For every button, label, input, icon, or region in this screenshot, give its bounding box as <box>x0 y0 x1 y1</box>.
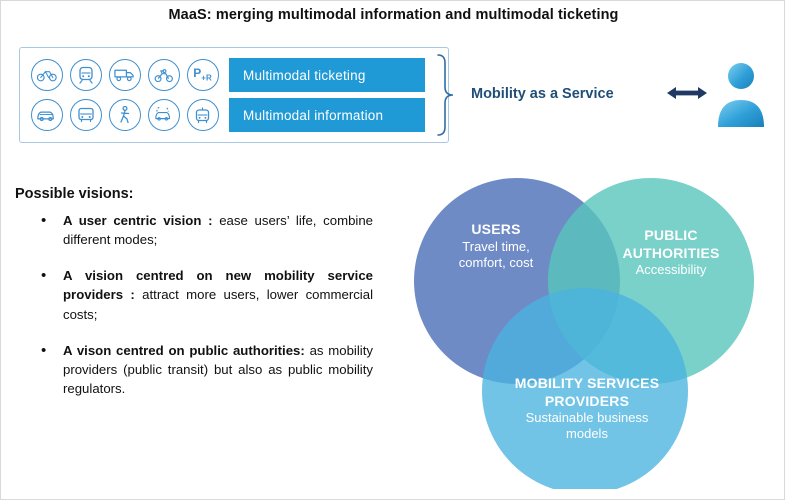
venn-subtitle-public-authorities: Accessibility <box>635 262 707 277</box>
vision-rest-text: ease users’ life, combine different modes; <box>63 213 374 248</box>
multimodal-ticketing-box: Multimodal ticketing <box>229 58 425 92</box>
vision-bold-lead: A vison centred on public authorities: <box>63 342 305 358</box>
carsharing-icon <box>148 99 180 131</box>
park-and-ride-icon <box>187 59 219 91</box>
venn-title-public-authorities: PUBLIC AUTHORITIES <box>622 227 720 261</box>
possible-visions-heading: Possible visions: <box>15 186 134 202</box>
page-title: MaaS: merging multimodal information and multimodal ticketing <box>168 7 619 23</box>
transport-mode-icon-grid <box>27 55 223 135</box>
list-item <box>37 266 373 323</box>
bicycle-icon <box>31 59 63 91</box>
vision-rest-text: attract more users, lower commercial costs; <box>63 287 373 322</box>
list-item <box>37 341 373 398</box>
bus-icon <box>70 99 102 131</box>
curly-brace-icon <box>437 54 455 136</box>
venn-subtitle-mobility-services-providers: Sustainable business models <box>525 410 649 442</box>
list-item <box>37 211 373 249</box>
vision-bold-lead: A user centric vision : <box>63 213 213 228</box>
vision-rest-text: as mobility providers (public transit) but also as public mobility regulators. <box>63 342 373 396</box>
mobility-as-a-service-label: Mobility as a Service <box>471 86 614 102</box>
park-and-ride-sub: +R <box>201 73 212 83</box>
train-icon <box>70 59 102 91</box>
truck-icon <box>109 59 141 91</box>
vision-bold-lead: A vision centred on new mobility service providers : <box>63 268 373 303</box>
scooter-icon <box>148 59 180 91</box>
park-and-ride-label: P <box>193 66 202 81</box>
tram-icon <box>187 99 219 131</box>
double-arrow-icon <box>667 85 707 106</box>
maas-service-boxes <box>229 58 425 132</box>
visions-bullet-list <box>37 211 373 415</box>
venn-title-users: USERS <box>471 221 521 237</box>
venn-diagram <box>389 169 779 489</box>
venn-title-mobility-services-providers: MOBILITY SERVICES PROVIDERS <box>514 375 660 409</box>
multimodal-information-box: Multimodal information <box>229 98 425 132</box>
walking-icon <box>109 99 141 131</box>
car-icon <box>31 99 63 131</box>
venn-circle-mobility-services-providers <box>482 288 688 489</box>
person-icon <box>713 59 769 134</box>
venn-subtitle-users: Travel time, comfort, cost <box>458 238 534 270</box>
